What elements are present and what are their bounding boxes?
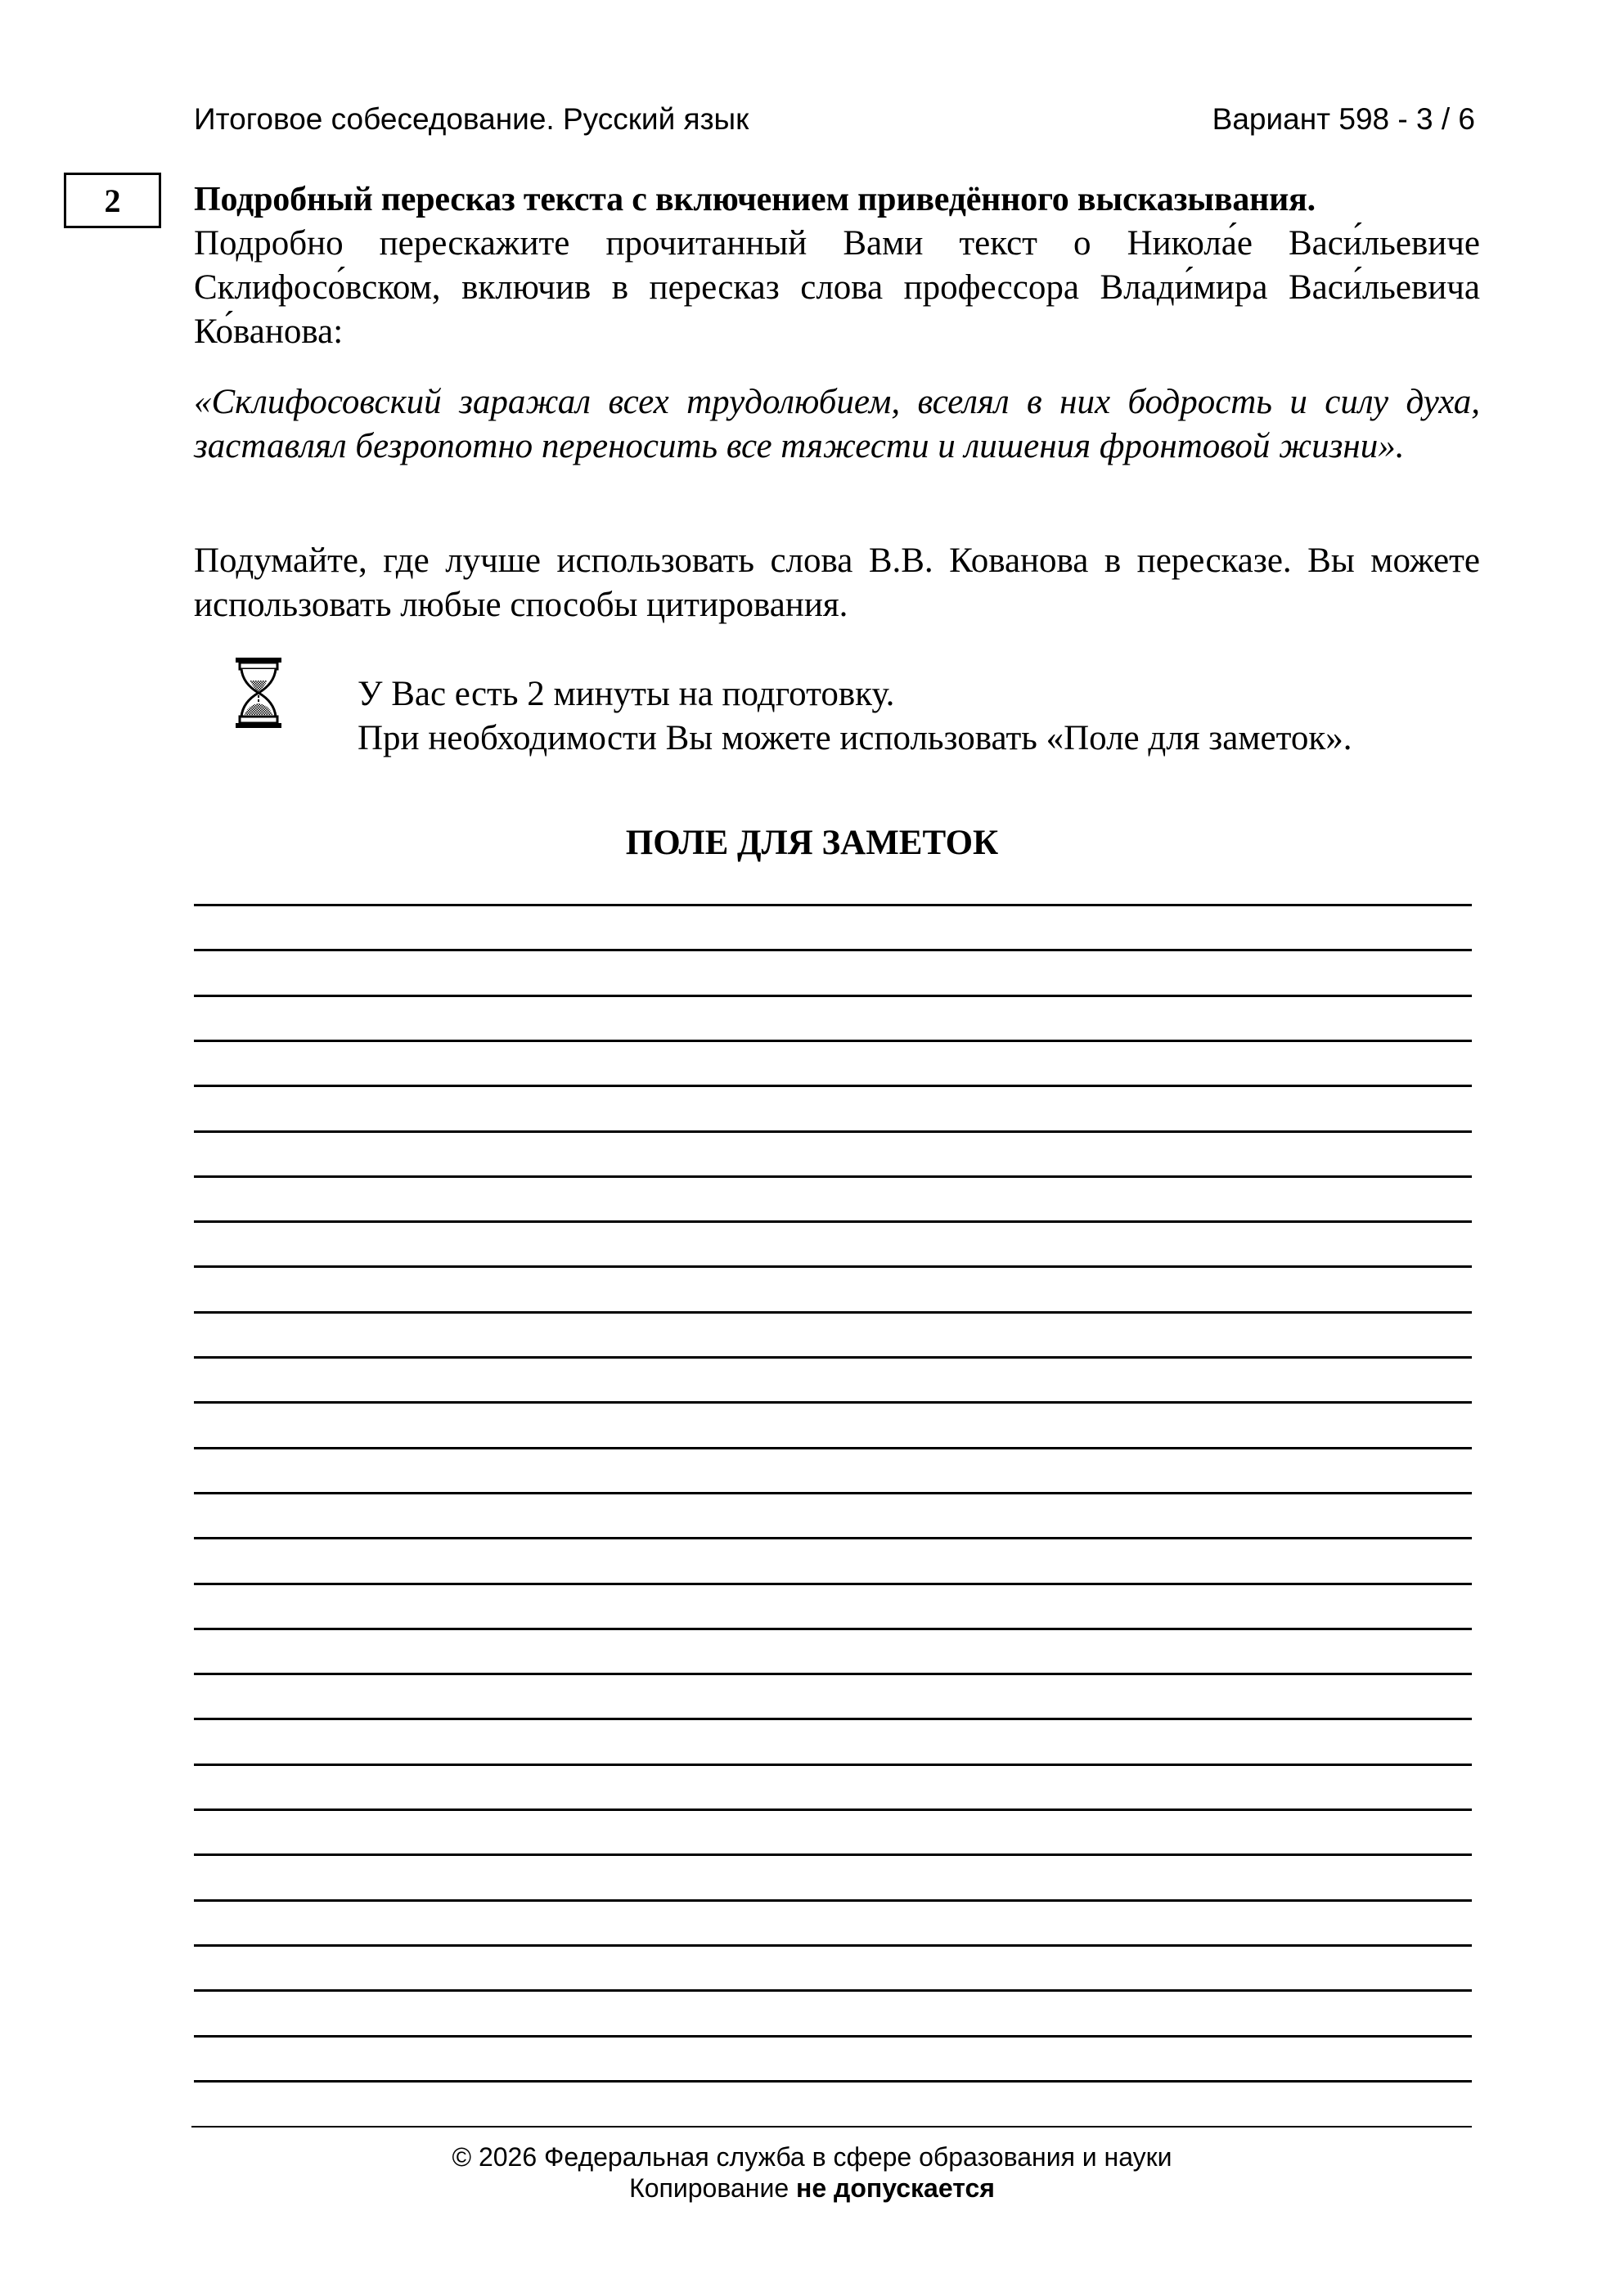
task-quote: «Склифосовский заражал всех трудолюбием, вселял в них бодрость и силу духа, заставлял безропотно переносить все тяжести и лишения фронтовой жизни». — [194, 383, 1480, 465]
notes-line — [194, 1265, 1472, 1268]
header-title: Итоговое собеседование. Русский язык — [194, 102, 749, 136]
prep-time-text: У Вас есть 2 минуты на подготовку. — [358, 675, 895, 713]
notes-line — [194, 1853, 1472, 1856]
notes-line — [194, 1899, 1472, 1902]
notes-line — [194, 1583, 1472, 1585]
task-number: 2 — [104, 182, 121, 219]
variant-page-label: Вариант 598 - 3 / 6 — [1212, 102, 1475, 136]
prep-note — [358, 672, 1352, 761]
footer-copyright: © 2026 Федеральная служба в сфере образования и науки — [452, 2142, 1172, 2172]
notes-line — [194, 1537, 1472, 1539]
task-number-box — [64, 173, 161, 228]
notes-line — [194, 2080, 1472, 2083]
notes-line — [194, 1808, 1472, 1811]
notes-line — [194, 1085, 1472, 1087]
notes-line — [194, 1673, 1472, 1675]
footer-copy-bold: не допускается — [796, 2173, 995, 2203]
task-title: Подробный пересказ текста с включением приведённого высказывания. — [194, 181, 1316, 218]
notes-line — [194, 1492, 1472, 1494]
notes-title: ПОЛЕ ДЛЯ ЗАМЕТОК — [625, 824, 999, 862]
notes-line — [194, 1130, 1472, 1133]
notes-line — [194, 995, 1472, 997]
notes-line — [194, 1040, 1472, 1042]
notes-line — [194, 1944, 1472, 1947]
footer-copy-prefix: Копирование — [629, 2173, 790, 2203]
prep-notes-text: При необходимости Вы можете использовать «Поле для заметок». — [358, 719, 1352, 757]
notes-line — [194, 1356, 1472, 1359]
notes-line — [194, 1628, 1472, 1630]
notes-line — [194, 1401, 1472, 1404]
footer-copy-notice — [0, 2172, 1624, 2204]
task-instruction: Подробно перескажите прочитанный Вами текст о Никола́е Васи́льевиче Склифосо́вском, включив в пересказ слова профессора Влади́мира Васи́льевича Ко́ванова: — [194, 224, 1480, 351]
notes-line — [194, 904, 1472, 906]
notes-line — [194, 1220, 1472, 1223]
notes-line — [194, 949, 1472, 951]
notes-line — [194, 1989, 1472, 1992]
footer-divider — [191, 2126, 1472, 2128]
hourglass-icon — [233, 656, 284, 730]
notes-line — [194, 1447, 1472, 1449]
notes-line — [194, 1175, 1472, 1178]
notes-line — [194, 1764, 1472, 1766]
notes-line — [194, 2035, 1472, 2038]
task-hint: Подумайте, где лучше использовать слова В.В. Кованова в пересказе. Вы можете использовать любые способы цитирования. — [194, 541, 1480, 624]
notes-line — [194, 1718, 1472, 1720]
notes-line — [194, 1311, 1472, 1314]
